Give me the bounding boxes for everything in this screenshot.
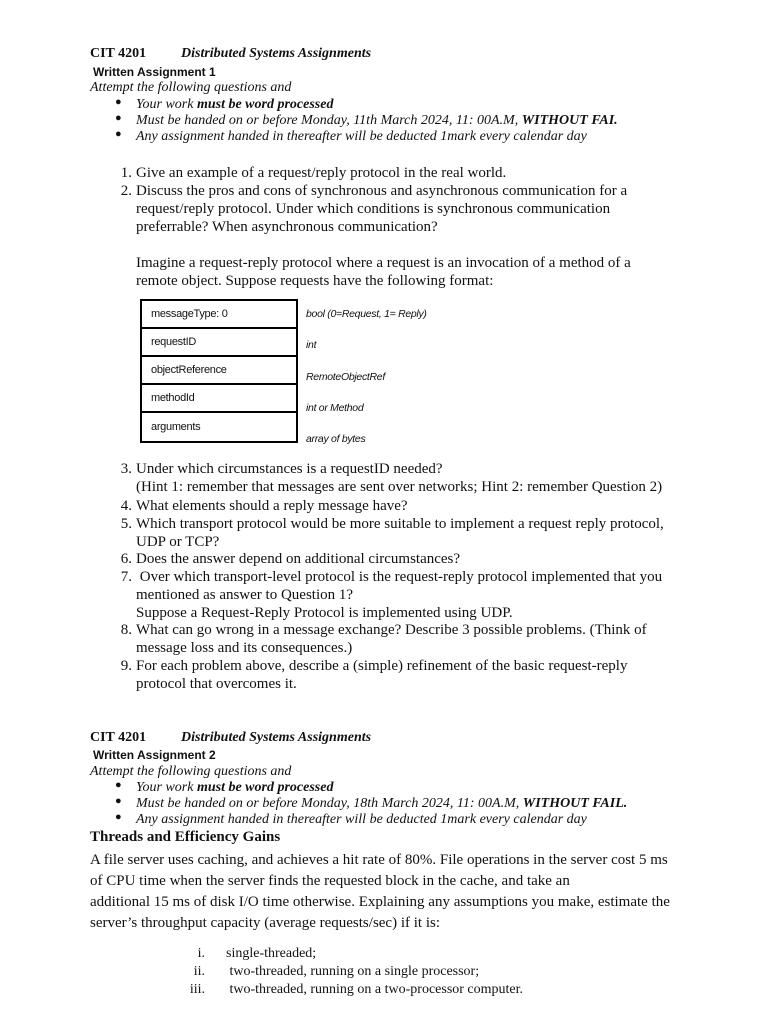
problem-paragraph: A file server uses caching, and achieves a hit rate of 80%. File operations in the server cost 5 ms of CPU time when the server finds the requested block in the cache, and take an additional 15 ms of disk I/O time otherwise. Explaining any assumptions you make, estimate the server’s throughput capacity (average requests/sec) if it is: <box>90 852 670 931</box>
instructions-intro-2: Attempt the following questions and <box>90 764 292 779</box>
question-1: 1. Give an example of a request/reply protocol in the real world. <box>120 165 507 181</box>
question-7: 7. Over which transport-level protocol is the request-reply protocol implemented that you mentioned as answer to Question 1? Suppose a Request-Reply Protocol is implemented using UDP. <box>120 569 663 621</box>
bullet-icon: ● <box>115 112 122 124</box>
bullet-icon: ● <box>115 128 122 140</box>
bullet-2-1: ● Your work must be word processed <box>115 779 334 795</box>
request-format-table <box>140 299 298 443</box>
bullet-1-3: ● Any assignment handed in thereafter will be deducted 1mark every calendar day <box>115 128 587 144</box>
field-method-id: methodId <box>142 385 296 413</box>
option-number: i. <box>197 946 205 961</box>
bullet-icon: ● <box>115 96 122 108</box>
option-number: ii. <box>193 964 205 979</box>
field-request-id: requestID <box>142 329 296 357</box>
field-object-reference: objectReference <box>142 357 296 385</box>
type-method-id: int or Method <box>306 402 364 414</box>
question-5: 5. Which transport protocol would be more suitable to implement a request reply protocol, UDP or TCP? <box>120 516 664 550</box>
bullet-2-3: ● Any assignment handed in thereafter will be deducted 1mark every calendar day <box>115 811 587 827</box>
option-text: single-threaded; <box>226 946 317 961</box>
bullet-1-1: ● Your work must be word processed <box>115 96 334 112</box>
written-assignment-1: Written Assignment 1 <box>93 65 216 79</box>
question-9: 9. For each problem above, describe a (simple) refinement of the basic request-reply protocol that overcomes it. <box>120 658 628 692</box>
question-4: 4. What elements should a reply message have? <box>120 498 408 514</box>
question-3: 3. Under which circumstances is a requestID needed? (Hint 1: remember that messages are sent over networks; Hint 2: remember Question 2) <box>120 461 663 495</box>
type-object-reference: RemoteObjectRef <box>306 371 385 383</box>
bullet-1-2: ● Must be handed on or before Monday, 11th March 2024, 11: 00A.M, WITHOUT FAI. <box>115 112 618 128</box>
option-text: two-threaded, running on a two-processor computer. <box>226 982 524 997</box>
imagine-paragraph: Imagine a request-reply protocol where a request is an invocation of a method of a remote object. Suppose requests have the following format: <box>136 255 631 289</box>
field-arguments: arguments <box>151 421 201 433</box>
assignment-title-2: Distributed Systems Assignments <box>181 730 372 745</box>
field-message-type: messageType: 0 <box>142 301 296 329</box>
bullet-icon: ● <box>115 779 122 791</box>
type-arguments: array of bytes <box>306 433 366 445</box>
question-8: 8. What can go wrong in a message exchange? Describe 3 possible problems. (Think of message loss and its consequences.) <box>120 622 647 656</box>
assignment-title-1: Distributed Systems Assignments <box>181 46 372 61</box>
course-code-2: CIT 4201 <box>90 730 147 745</box>
type-request-id: int <box>306 339 317 351</box>
bullet-icon: ● <box>115 811 122 823</box>
section-heading: Threads and Efficiency Gains <box>90 829 281 845</box>
bullet-icon: ● <box>115 795 122 807</box>
instructions-intro-1: Attempt the following questions and <box>90 80 292 95</box>
type-message-type: bool (0=Request, 1= Reply) <box>306 308 427 320</box>
question-6: 6. Does the answer depend on additional circumstances? <box>120 551 461 567</box>
course-code-1: CIT 4201 <box>90 46 147 61</box>
option-text: two-threaded, running on a single processor; <box>226 964 480 979</box>
question-2: 2. Discuss the pros and cons of synchronous and asynchronous communication for a request/reply protocol. Under which conditions is synchronous communication preferrable? When asynchronous communication? <box>120 183 628 235</box>
bullet-2-2: ● Must be handed on or before Monday, 18th March 2024, 11: 00A.M, WITHOUT FAIL. <box>115 795 628 811</box>
written-assignment-2: Written Assignment 2 <box>93 748 216 762</box>
option-number: iii. <box>189 982 205 997</box>
